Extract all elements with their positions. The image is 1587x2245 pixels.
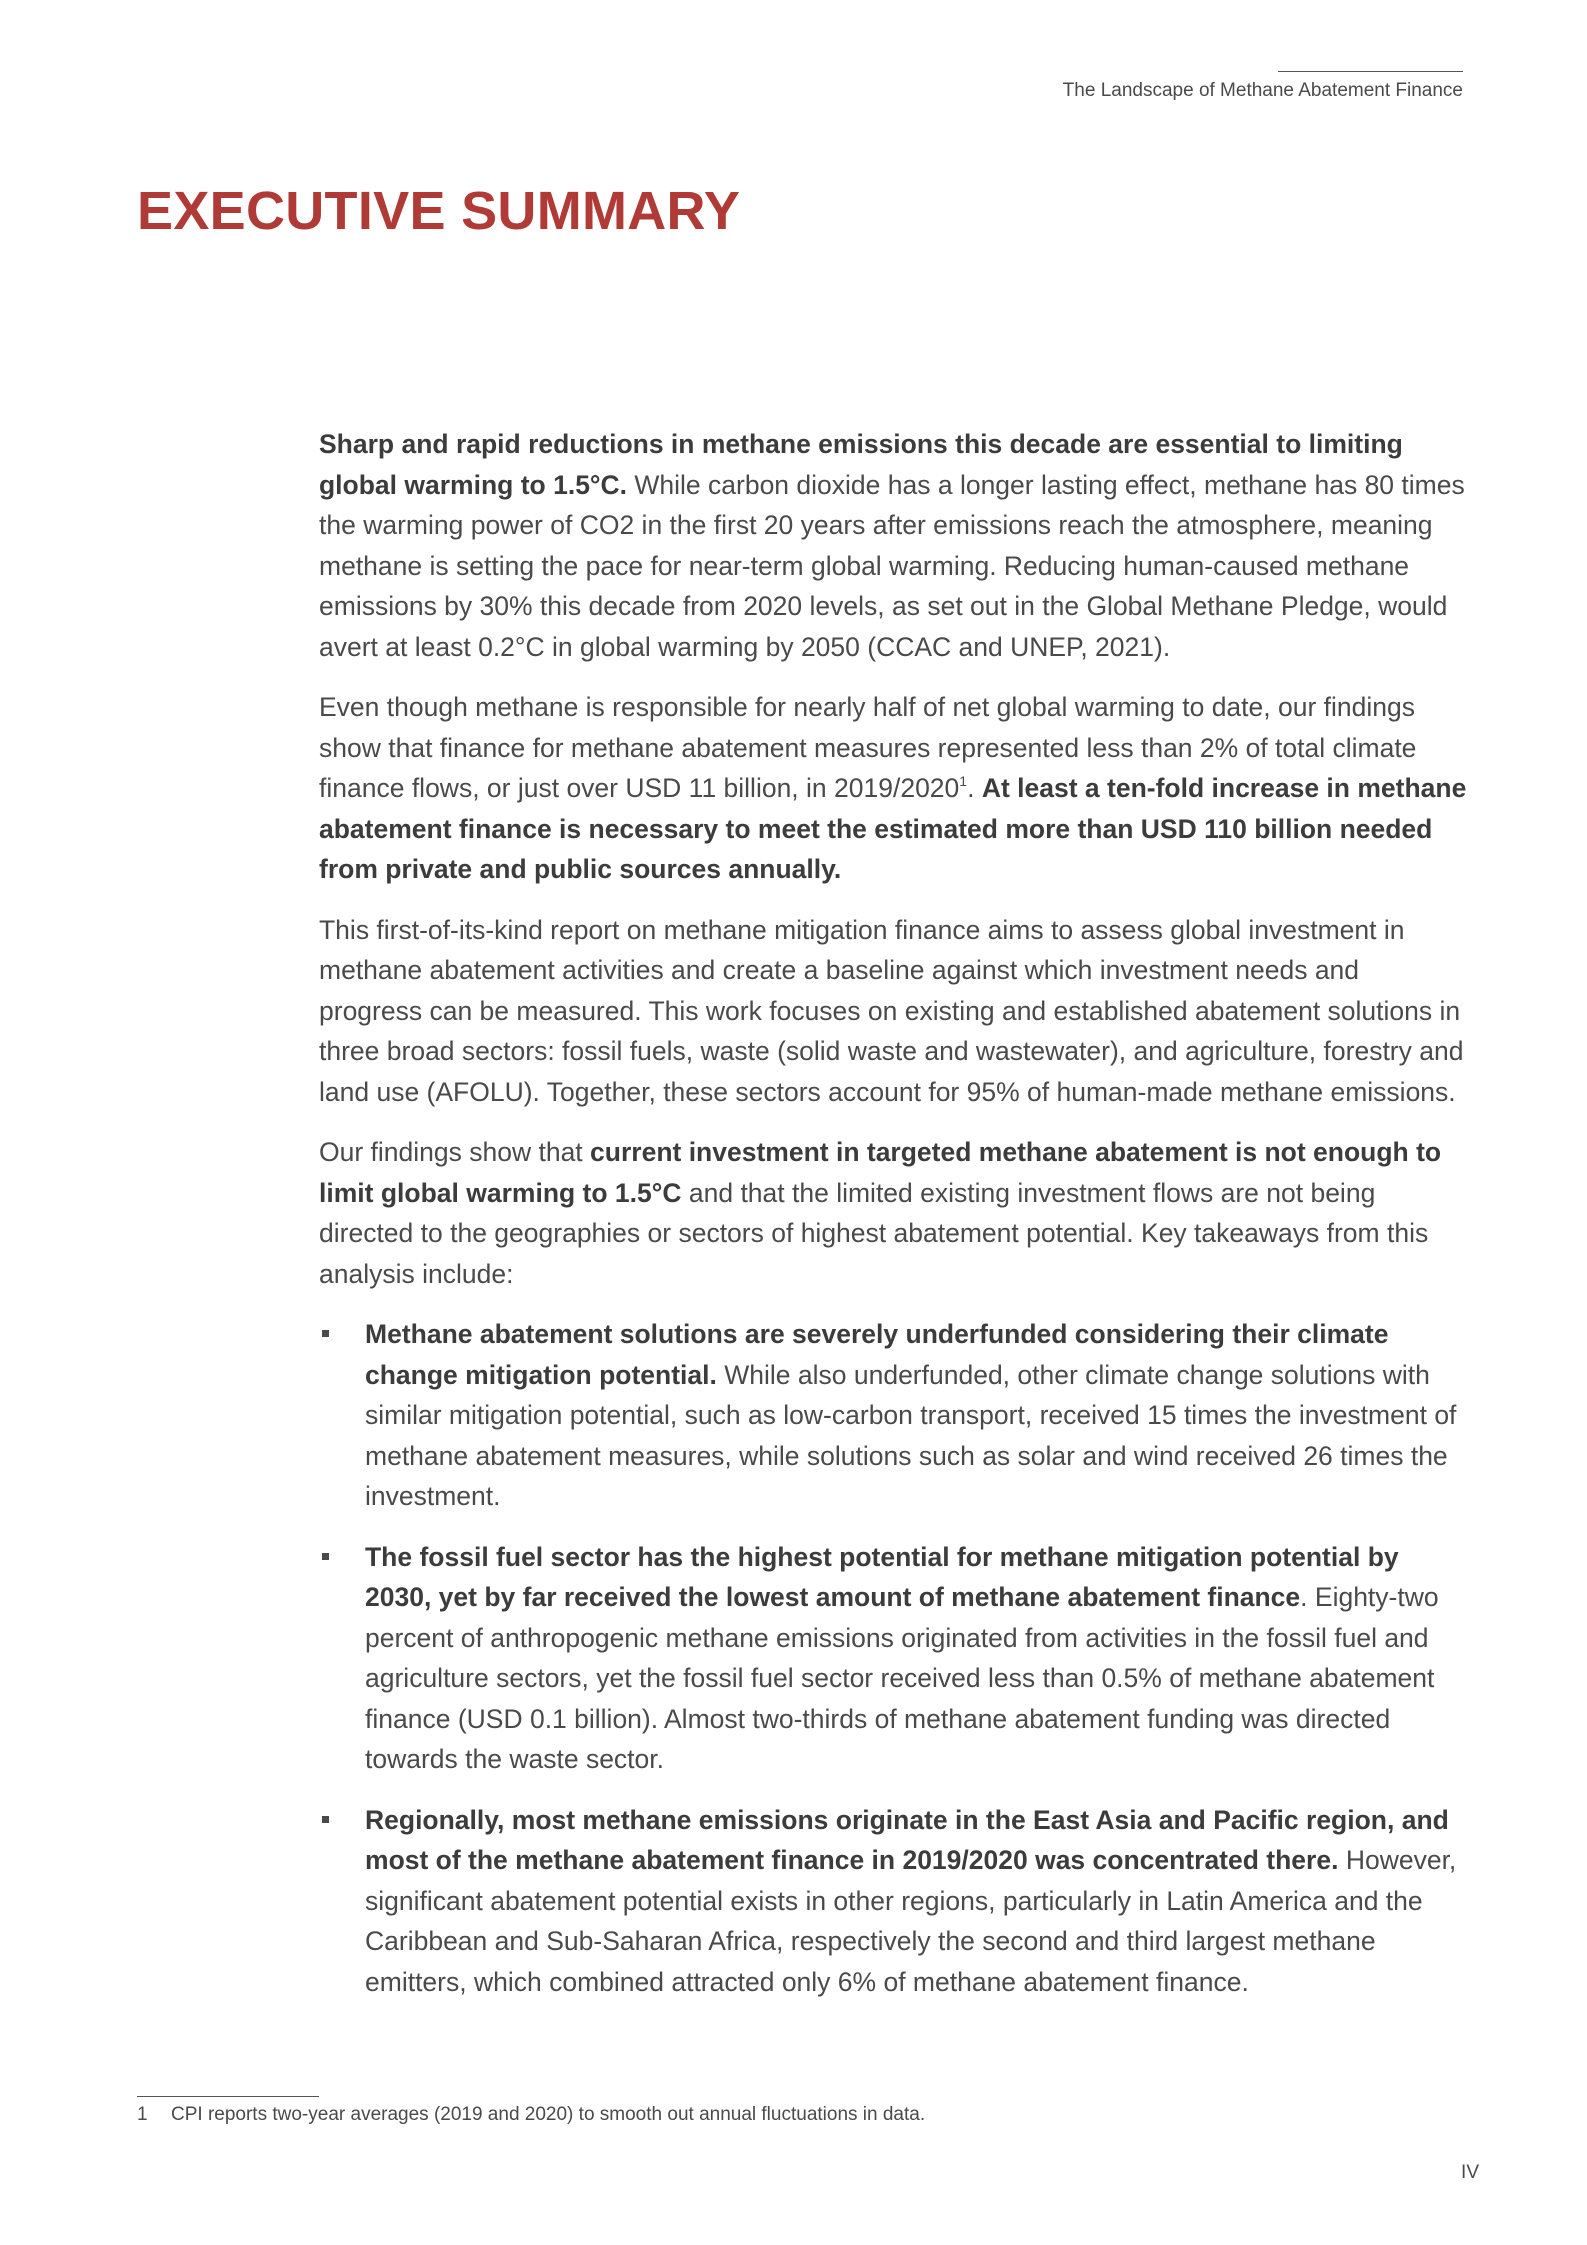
footnote	[137, 2104, 925, 2126]
takeaway-text: While also underfunded, other climate change solutions with similar mitigation potential, such as low-carbon transport, received 15 times the investment of methane abatement measures, while solutions such as solar and wind received 26 times the investment.	[365, 1359, 1457, 1511]
footnote-number: 1	[137, 2104, 148, 2125]
paragraph-finance-gap-text: Even though methane is responsible for nearly half of net global warming to date, our findings show that finance for methane abatement measures represented less than 2% of total climate finance flows, or just over USD 11 billion, in 2019/2020	[319, 692, 1417, 803]
list-item	[319, 1314, 1469, 1517]
paragraph-intro-text: While carbon dioxide has a longer lasting effect, methane has 80 times the warming power of CO2 in the first 20 years after emissions reach the atmosphere, meaning methane is setting the pace for near-term global warming. Reducing human-caused methane emissions by 30% this decade from 2020 levels, as set out in the Global Methane Pledge, would avert at least 0.2°C in global warming by 2050 (CCAC and UNEP, 2021).	[319, 469, 1465, 662]
square-bullet-icon	[322, 1816, 329, 1823]
takeaway-text: However, significant abatement potential exists in other regions, particularly in Latin America and the Caribbean and Sub-Saharan Africa, respectively the second and third largest methane emitters, which combined attracted only 6% of methane abatement finance.	[365, 1845, 1457, 1997]
page-title: EXECUTIVE SUMMARY	[137, 181, 741, 241]
paragraph-findings	[319, 1132, 1469, 1294]
paragraph-finance-gap-period: .	[967, 773, 982, 803]
list-item	[319, 1800, 1469, 2003]
footnote-text: CPI reports two-year averages (2019 and 2020) to smooth out annual fluctuations in data.	[171, 2104, 926, 2125]
takeaway-text: . Eighty-two percent of anthropogenic methane emissions originated from activities in the fossil fuel and agriculture sectors, yet the fossil fuel sector received less than 0.5% of methane abatement finance (USD 0.1 billion). Almost two-thirds of methane abatement funding was directed towards the waste sector.	[365, 1582, 1439, 1774]
paragraph-report-scope-text: This first-of-its-kind report on methane mitigation finance aims to assess global investment in methane abatement activities and create a baseline against which investment needs and progress can be measured. This work focuses on existing and established abatement solutions in three broad sectors: fossil fuels, waste (solid waste and wastewater), and agriculture, forestry and land use (AFOLU). Together, these sectors account for 95% of human-made methane emissions.	[319, 914, 1464, 1107]
takeaway-bold: The fossil fuel sector has the highest potential for methane mitigation potential by 2030, yet by far received the lowest amount of methane abatement finance	[365, 1541, 1399, 1612]
square-bullet-icon	[322, 1330, 329, 1337]
footnote-reference[interactable]: 1	[959, 773, 968, 789]
paragraph-intro-bold: Sharp and rapid reductions in methane emissions this decade are essential to limiting global warming to 1.5°C.	[319, 429, 1403, 500]
takeaway-bold: Methane abatement solutions are severely underfunded considering their climate change mitigation potential.	[365, 1319, 1389, 1390]
running-header: The Landscape of Methane Abatement Finance	[1062, 80, 1463, 101]
square-bullet-icon	[322, 1553, 329, 1560]
paragraph-intro	[319, 424, 1469, 667]
paragraph-report-scope	[319, 910, 1469, 1113]
paragraph-findings-text-before: Our findings show that	[319, 1137, 591, 1167]
body-content	[319, 424, 1469, 2022]
paragraph-findings-bold: current investment in targeted methane abatement is not enough to limit global warming to 1.5°C	[319, 1137, 1442, 1208]
paragraph-findings-text-after: and that the limited existing investment flows are not being directed to the geographies or sectors of highest abatement potential. Key takeaways from this analysis include:	[319, 1177, 1429, 1289]
header-rule	[1278, 71, 1463, 72]
footnote-rule	[137, 2096, 319, 2097]
list-item	[319, 1537, 1469, 1780]
page-number: IV	[1461, 2162, 1479, 2183]
takeaways-list	[319, 1314, 1469, 2002]
paragraph-finance-gap-bold: At least a ten-fold increase in methane abatement finance is necessary to meet the estimated more than USD 110 billion needed from private and public sources annually.	[319, 773, 1467, 884]
takeaway-bold: Regionally, most methane emissions originate in the East Asia and Pacific region, and most of the methane abatement finance in 2019/2020 was concentrated there.	[365, 1804, 1449, 1875]
paragraph-finance-gap	[319, 687, 1469, 890]
